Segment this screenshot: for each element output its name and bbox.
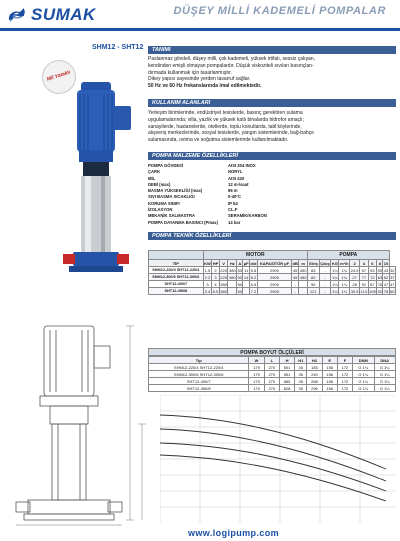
- table-cell: 32: [390, 267, 395, 273]
- table-cell: 5.5: [212, 288, 219, 294]
- table-cell: 179: [249, 371, 264, 378]
- column-header: Çıkış: [320, 260, 330, 266]
- table-cell: SHM12-220/4 SHT12-220/4: [149, 267, 204, 274]
- table-cell: 57: [361, 267, 367, 273]
- tanimi-heading: TANIMI: [148, 46, 396, 54]
- table-cell: 50: [237, 288, 243, 294]
- table-cell: 11: [244, 267, 249, 273]
- kullanim-line: uygulamalarında; villa, yazlık ve yüksek katlı binalarda hidrofor amaçlı;: [148, 116, 304, 123]
- table-cell: 47: [383, 281, 389, 287]
- material-row: [148, 220, 308, 226]
- column-header: V: [219, 260, 228, 267]
- table-cell: 450: [299, 267, 307, 273]
- table-cell: 270: [264, 371, 279, 378]
- material-value: SERAMİK/KARBON: [228, 213, 267, 219]
- table-cell: 156: [322, 371, 337, 378]
- table-cell: 50: [237, 274, 243, 280]
- table-cell: G 1¼: [374, 364, 396, 371]
- table-cell: 87: [368, 281, 377, 288]
- table-cell: 45: [292, 274, 298, 280]
- table-cell: -: [319, 288, 331, 295]
- table-cell: 2.2: [204, 274, 211, 280]
- table-cell: -: [319, 274, 331, 281]
- model-code: SHM12 - SHT12: [92, 44, 144, 51]
- table-cell: 380: [229, 267, 236, 273]
- kullanim-line: Yerleşim birimlerinde, endüstriyel tesislerde, basınç gerektiren sulama: [148, 110, 303, 116]
- column-header: H: [279, 357, 294, 364]
- table-cell: 1¼: [339, 288, 350, 295]
- material-value: 0-40°C: [228, 194, 242, 200]
- table-cell: G 1¼: [353, 378, 374, 385]
- tanimi-line: 50 Hz ve 60 Hz frekanslarında imal edilmektedir.: [148, 83, 262, 89]
- table-cell: -: [292, 288, 299, 295]
- table-cell: 76: [377, 281, 383, 287]
- table-cell: 35: [295, 378, 307, 385]
- tanimi-line: Dikey yapısı sayesinde yerden tasarruf sağlar.: [148, 76, 251, 83]
- table-cell: 5.5: [250, 267, 257, 273]
- table-cell: 6.5: [250, 281, 257, 287]
- table-cell: [228, 288, 237, 295]
- table-row: [149, 288, 396, 295]
- table-cell: 380: [220, 281, 227, 287]
- material-key: KORUMA SINIFI: [148, 200, 180, 206]
- table-cell: 380: [220, 288, 227, 294]
- table-cell: 2900: [257, 274, 291, 281]
- table-cell: 2: [212, 267, 219, 274]
- table-cell: G 1¼: [353, 371, 374, 378]
- table-cell: [299, 281, 308, 288]
- table-cell: SHM12-300/6 SHT12-300/6: [149, 371, 249, 378]
- column-header: A: [238, 260, 242, 266]
- column-header: H2: [307, 357, 322, 364]
- table-cell: 47: [390, 281, 395, 287]
- table-cell: 50: [237, 267, 243, 273]
- table-cell: 52: [383, 274, 389, 280]
- table-cell: 53: [368, 267, 377, 274]
- material-key: ÇARK: [148, 169, 161, 175]
- table-cell: G 1¼: [374, 378, 396, 385]
- material-key: BASMA YÜKSEKLİĞİ (max): [148, 188, 203, 194]
- material-key: MEKANİK SALMASTRA: [148, 213, 195, 219]
- pump-product-image: [55, 80, 145, 280]
- material-value: 96 m: [228, 188, 238, 194]
- pompa-group-label: POMPA: [308, 251, 390, 260]
- table-cell: 179: [249, 364, 264, 371]
- table-cell: 4: [212, 281, 219, 288]
- boyut-heading: POMPA BOYUT ÖLÇÜLERİ: [148, 348, 396, 356]
- table-cell: 28: [350, 281, 360, 288]
- table-cell: 37: [390, 274, 395, 280]
- table-cell: 156: [322, 364, 337, 371]
- badge-text: Mil Yataklı: [46, 69, 72, 83]
- teknik-heading: POMPA TEKNİK ÖZELLİKLERİ: [148, 232, 396, 240]
- table-cell: 179: [249, 378, 264, 385]
- table-cell: 72: [368, 274, 377, 281]
- technical-body: [149, 267, 396, 295]
- column-header: KG: [331, 260, 338, 266]
- table-cell: 268: [307, 378, 322, 385]
- table-cell: 50: [237, 281, 243, 287]
- table-row: [149, 385, 396, 392]
- table-cell: 105: [369, 288, 376, 294]
- table-cell: 172: [337, 371, 352, 378]
- table-cell: 296: [307, 385, 322, 392]
- page-header: [0, 0, 400, 30]
- table-cell: 172: [337, 364, 352, 371]
- table-cell: 450: [299, 274, 307, 280]
- table-cell: 3: [212, 274, 219, 281]
- material-key: POMPA GÖVDESİ: [148, 163, 184, 168]
- kullanim-line: sulamasında, ısıtma ve soğutma sistemlerinde kullanılmaktadır.: [148, 137, 289, 143]
- column-header: L: [264, 357, 279, 364]
- table-cell: 35: [295, 371, 307, 378]
- table-row: [149, 274, 396, 281]
- dimension-drawing: [6, 320, 156, 530]
- material-value: IP 54: [228, 200, 238, 206]
- table-cell: 501: [279, 364, 294, 371]
- table-cell: 113: [360, 288, 368, 294]
- table-cell: 1¼: [339, 281, 350, 288]
- table-cell: -: [319, 267, 331, 274]
- material-key: SIVI BASMA SICAKLIĞI: [148, 194, 195, 200]
- table-cell: 551: [279, 371, 294, 378]
- material-value: 14 bar: [228, 219, 241, 225]
- table-cell: 35: [295, 364, 307, 371]
- table-row: [149, 267, 396, 274]
- motor-group-label: MOTOR: [203, 251, 307, 260]
- table-cell: SHT12-450/8: [149, 385, 249, 392]
- table-cell: 92: [377, 288, 383, 294]
- column-header: Hz: [229, 260, 235, 266]
- column-header: m³/h: [340, 260, 349, 266]
- table-cell: 1¼: [332, 288, 338, 294]
- table-cell: 183: [307, 364, 322, 371]
- table-cell: 14: [243, 274, 249, 280]
- kullanim-line: sanayilerde, hastanelerde, otellerde, toplu konutlarda, tatil köylerinde,: [148, 123, 302, 130]
- material-value: AISI 420: [228, 175, 245, 181]
- table-cell: 96: [308, 281, 320, 288]
- column-header: Tip: [149, 357, 249, 364]
- column-header: HP: [212, 260, 219, 266]
- table-row: [149, 371, 396, 378]
- material-key: MİL: [148, 175, 156, 181]
- table-cell: 1¼: [332, 274, 338, 280]
- technical-table: [148, 250, 396, 295]
- table-cell: 1.5: [204, 267, 211, 273]
- table-cell: G 1¼: [374, 385, 396, 392]
- column-header: dB: [292, 260, 298, 266]
- kullanim-heading: KULLANIM ALANLARI: [148, 99, 396, 107]
- tanimi-text: [148, 56, 396, 90]
- table-row: [149, 364, 396, 371]
- column-header: µF: [243, 260, 249, 266]
- tanimi-line: Paslanmaz gövdeli, düşey milli, çok kademeli, yüksek irtifalı, sessiz çalışan,: [148, 56, 316, 62]
- table-cell: 628: [279, 385, 294, 392]
- table-cell: 77: [361, 274, 367, 280]
- table-cell: 82: [308, 274, 320, 281]
- table-cell: 78: [383, 288, 389, 294]
- table-cell: 2900: [257, 267, 291, 274]
- footer-url[interactable]: www.logipump.com: [188, 528, 280, 538]
- column-header: F: [337, 357, 352, 364]
- table-cell: 1¼: [339, 274, 350, 281]
- material-list: [148, 163, 308, 226]
- table-cell: 3: [203, 281, 212, 288]
- column-header: 4: [360, 260, 368, 267]
- table-cell: 7.2: [250, 288, 257, 294]
- column-header: 6: [368, 260, 377, 267]
- table-cell: 2900: [257, 281, 291, 288]
- malzeme-heading: POMPA MALZEME ÖZELLİKLERİ: [148, 152, 396, 160]
- column-header: DNA: [374, 357, 396, 364]
- table-cell: 8.2: [250, 274, 257, 280]
- table-cell: 380: [229, 274, 236, 280]
- column-header: KW: [204, 260, 211, 266]
- table-cell: 585: [279, 378, 294, 385]
- material-key: POMPA DAYANMA BASINCI (Pmax): [148, 219, 219, 225]
- column-header: W: [249, 357, 264, 364]
- table-cell: G 1¼: [353, 364, 374, 371]
- technical-header-row: [149, 260, 396, 267]
- column-header: 8: [378, 260, 381, 266]
- table-cell: 1¼: [332, 281, 338, 287]
- table-cell: SHM12-220/4 SHT12-220/4: [149, 364, 249, 371]
- brand-logo: [6, 4, 96, 26]
- table-cell: 60: [390, 288, 395, 294]
- table-cell: 24.5: [350, 267, 359, 273]
- table-cell: 156: [322, 378, 337, 385]
- dimension-body: [149, 364, 396, 392]
- table-cell: 156: [322, 385, 337, 392]
- material-key: DEBİ (max): [148, 181, 171, 187]
- table-cell: 43: [383, 267, 389, 273]
- header-rule: [0, 28, 400, 31]
- table-cell: -: [292, 281, 299, 288]
- material-value: NORYL: [228, 169, 243, 175]
- column-header: Giriş: [308, 260, 318, 266]
- table-cell: 3.4: [204, 288, 211, 294]
- table-cell: 270: [264, 364, 279, 371]
- tanimi-line: kendinden emişli olmayan pompalardır. Düşük viskoziteli sıvıları basınçlan-: [148, 62, 314, 69]
- dimension-header-row: [149, 357, 396, 364]
- table-cell: SHM12-300/6 SHT12-300/6: [149, 274, 204, 281]
- column-header: 2: [350, 260, 360, 267]
- tanimi-line: dırmada kullanmak için tasarlanmıştır.: [148, 69, 232, 76]
- column-header: DNM: [353, 357, 374, 364]
- table-cell: G 1¼: [374, 371, 396, 378]
- column-header: H1: [295, 357, 307, 364]
- performance-curves: [160, 395, 396, 525]
- material-value: 12 m³/saat: [228, 181, 249, 187]
- column-header: E: [322, 357, 337, 364]
- column-header: 10: [383, 260, 389, 266]
- table-cell: 30.5: [350, 288, 359, 294]
- table-cell: 240: [307, 371, 322, 378]
- table-cell: SHT12-450/8: [149, 288, 204, 295]
- table-cell: 220: [220, 274, 227, 280]
- table-cell: 179: [249, 385, 264, 392]
- table-cell: 91: [361, 281, 367, 287]
- table-cell: 270: [264, 378, 279, 385]
- column-header: TİP: [149, 260, 204, 267]
- column-header: KAPASİTÖR µF: [257, 260, 291, 267]
- table-cell: 1¼: [339, 267, 350, 274]
- table-cell: 50: [377, 267, 383, 273]
- kullanim-line: alışveriş merkezlerinde, sosyal tesislerde, yangın sistemlerinde, bağ-bahçe: [148, 130, 314, 137]
- table-cell: -: [319, 281, 331, 288]
- material-value: CL.F: [228, 207, 238, 213]
- table-cell: 45: [292, 267, 298, 273]
- table-cell: 35: [295, 385, 307, 392]
- table-cell: 172: [337, 378, 352, 385]
- table-cell: SHT12-400/7: [149, 378, 249, 385]
- dimension-table: [148, 356, 396, 392]
- brand-name: SUMAK: [31, 5, 96, 24]
- page-title: DÜŞEY MİLLİ KADEMELİ POMPALAR: [173, 5, 386, 17]
- table-cell: G 1¼: [353, 385, 374, 392]
- table-cell: [228, 281, 237, 288]
- table-cell: 63: [377, 274, 383, 280]
- table-row: [149, 281, 396, 288]
- column-header: d/d: [250, 260, 257, 266]
- table-cell: SHT12-400/7: [149, 281, 204, 288]
- table-cell: 172: [337, 385, 352, 392]
- table-row: [149, 378, 396, 385]
- table-cell: 220: [220, 267, 227, 273]
- table-cell: 2900: [257, 288, 291, 295]
- material-key: İZOLASYON: [148, 207, 173, 213]
- kullanim-text: [148, 110, 396, 144]
- table-cell: 65: [308, 267, 320, 274]
- table-cell: 27: [350, 274, 360, 281]
- table-cell: 270: [264, 385, 279, 392]
- table-cell: 1¼: [332, 267, 338, 273]
- sumak-logo-icon: [6, 4, 28, 26]
- column-header: m: [299, 260, 308, 267]
- table-cell: [299, 288, 308, 295]
- material-value: AISI 304 INOX: [228, 163, 256, 168]
- table-cell: 121: [308, 288, 320, 295]
